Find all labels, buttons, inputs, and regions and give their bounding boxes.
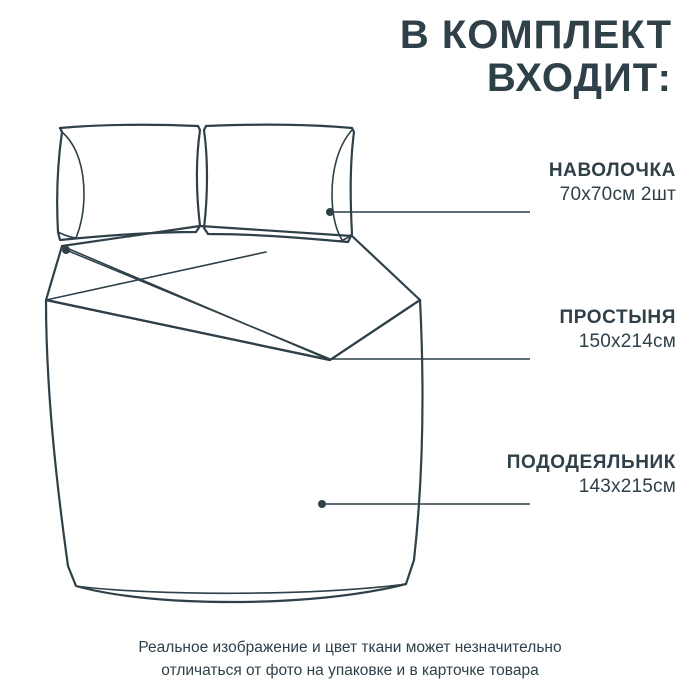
callout-pillowcase-size: 70х70см 2шт	[559, 183, 676, 205]
title-line-1: В КОМПЛЕКТ	[399, 13, 672, 57]
left-pillow-fold	[62, 132, 84, 238]
right-pillow-outline	[204, 125, 354, 242]
sheet-diagonal-2	[46, 252, 266, 300]
duvet-cover-outline	[46, 300, 422, 602]
leader-dot-pillow	[326, 208, 334, 216]
disclaimer-line-1: Реальное изображение и цвет ткани может незначительно	[138, 638, 562, 656]
callout-sheet-size: 150х214см	[578, 330, 676, 352]
right-pillow-fold	[332, 130, 352, 240]
callout-duvet-cover-size: 143х215см	[578, 475, 676, 497]
callout-duvet-cover-name: ПОДОДЕЯЛЬНИК	[506, 452, 676, 473]
page-title	[400, 14, 672, 100]
disclaimer-note	[0, 636, 700, 683]
callout-pillowcase-name: НАВОЛОЧКА	[548, 160, 676, 181]
callout-duvet-cover	[507, 452, 676, 498]
callout-pillowcase	[549, 160, 676, 206]
left-pillow-outline	[57, 125, 200, 240]
leader-dot-sheet	[62, 246, 70, 254]
left-pillow-crease	[58, 232, 78, 238]
duvet-bottom-hem	[76, 584, 406, 593]
disclaimer-line-2: отличаться от фото на упаковке и в карточке товара	[161, 661, 539, 679]
callout-sheet-name: ПРОСТЫНЯ	[559, 307, 676, 328]
callout-sheet	[560, 307, 677, 353]
leader-dot-duvet	[318, 500, 326, 508]
leader-lines	[62, 208, 530, 508]
title-line-2: ВХОДИТ:	[486, 56, 672, 101]
